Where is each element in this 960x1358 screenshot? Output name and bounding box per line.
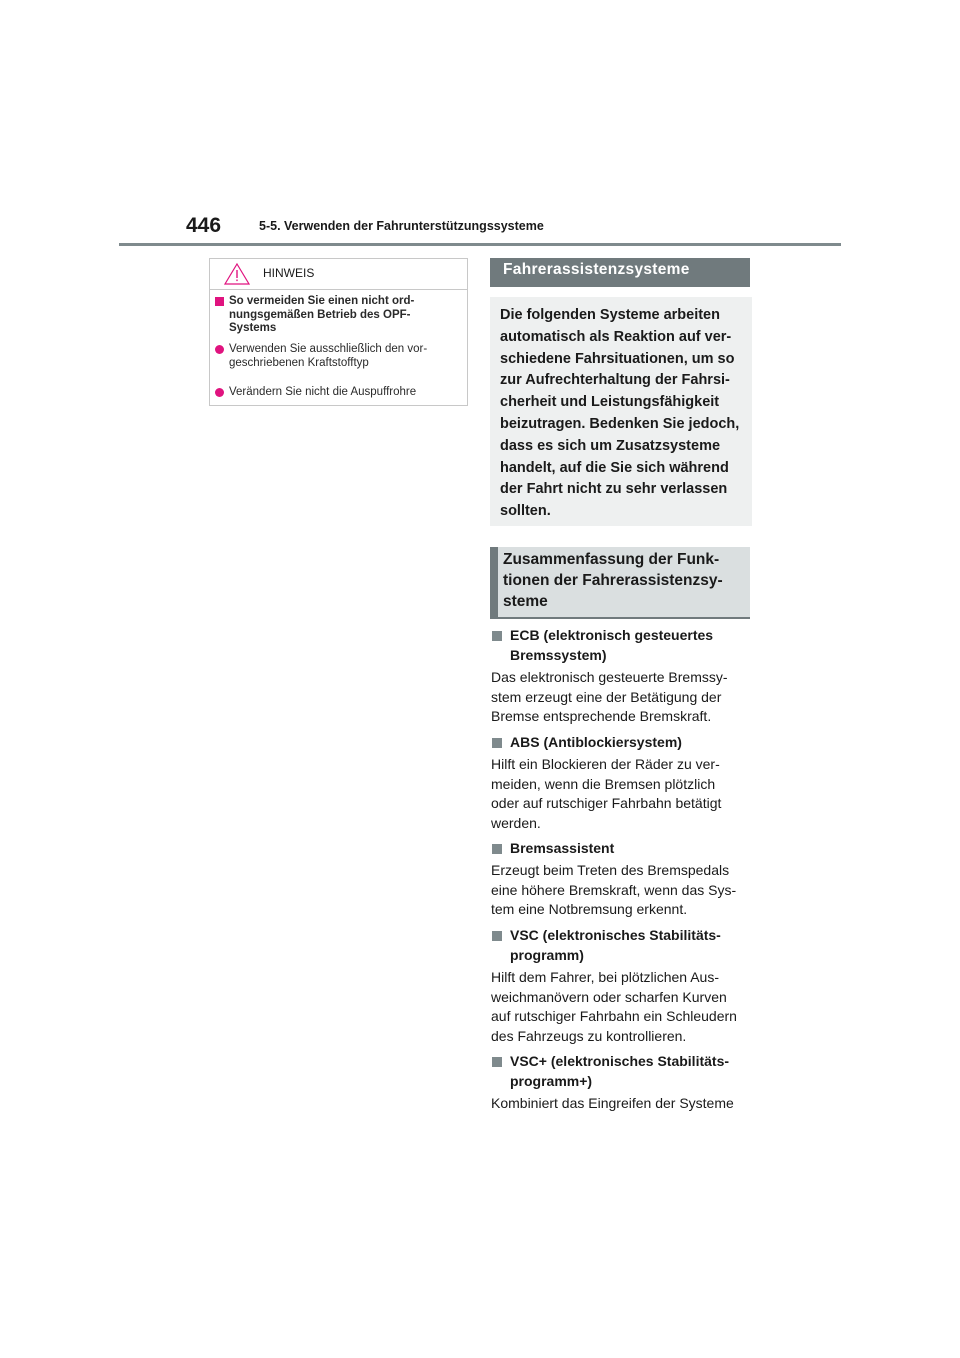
- item-body-ecb: [491, 668, 753, 727]
- item-title-line: Bremsassistent: [510, 840, 615, 856]
- summary-heading-box: [490, 547, 750, 619]
- item-body-line: weichmanövern oder scharfen Kurven: [491, 988, 727, 1005]
- item-body-line: tem eine Notbremsung erkennt.: [491, 901, 688, 917]
- dot-bullet-icon: [215, 345, 224, 354]
- square-bullet-icon: [492, 631, 502, 641]
- notice-header: [210, 259, 467, 290]
- summary-heading: [503, 549, 746, 612]
- item-body-line: meiden, wenn die Bremsen plötzlich: [491, 775, 716, 792]
- item-body-line: eine höhere Bremskraft, wenn das Sys-: [491, 881, 737, 898]
- intro-line: beizutragen. Bedenken Sie jedoch,: [500, 415, 740, 432]
- item-body-line: stem erzeugt eine der Betätigung der: [491, 688, 722, 705]
- square-bullet-icon: [492, 738, 502, 748]
- item-body-line: auf rutschiger Fahrbahn ein Schleudern: [491, 1008, 737, 1024]
- intro-line: zur Aufrechterhaltung der Fahrsi-: [500, 372, 730, 389]
- notice-heading-line: nungsgemäßen Betrieb des OPF-: [229, 308, 411, 321]
- notice-heading-line: Systems: [229, 322, 277, 334]
- summary-line: Zusammenfassung der Funk-: [503, 551, 720, 568]
- notice-title: HINWEIS: [263, 266, 315, 280]
- intro-box: [490, 297, 752, 526]
- item-title-line: ABS (Antiblockiersystem): [510, 734, 682, 750]
- item-body-vsc: [491, 968, 753, 1046]
- item-body-line: oder auf rutschiger Fahrbahn betätigt: [491, 795, 722, 811]
- page-number: 446: [186, 214, 222, 237]
- item-body-vsc-plus: [491, 1094, 753, 1114]
- item-body-line: Kombiniert das Eingreifen der Systeme: [491, 1095, 734, 1111]
- intro-line: der Fahrt nicht zu sehr verlassen: [500, 481, 728, 498]
- item-title-line: programm): [510, 946, 584, 963]
- header-divider: [119, 243, 841, 246]
- square-bullet-icon: [492, 931, 502, 941]
- notice-bullet-line: geschriebenen Kraftstofftyp: [229, 356, 369, 369]
- intro-line: handelt, auf die Sie sich während: [500, 459, 729, 476]
- item-body-line: Bremse entsprechende Bremskraft.: [491, 708, 712, 724]
- item-title-line: ECB (elektronisch gesteuertes: [510, 627, 714, 643]
- summary-line: tionen der Fahrerassistenzsy-: [503, 572, 723, 589]
- item-body-brake-assist: [491, 861, 753, 920]
- intro-text: [500, 305, 742, 523]
- intro-line: Die folgenden Systeme arbeiten: [500, 307, 720, 323]
- square-bullet-icon: [215, 297, 224, 306]
- square-bullet-icon: [492, 844, 502, 854]
- notice-box: [209, 258, 468, 406]
- item-body-line: des Fahrzeugs zu kontrollieren.: [491, 1027, 687, 1044]
- notice-heading-line: So vermeiden Sie einen nicht ord-: [229, 295, 415, 307]
- intro-line: schiedene Fahrsituationen, um so: [500, 350, 735, 367]
- warning-triangle-icon: [224, 263, 250, 285]
- section-title: 5-5. Verwenden der Fahrunterstützungssysteme: [259, 219, 544, 233]
- summary-line: steme: [503, 593, 548, 610]
- item-body-line: werden.: [491, 814, 541, 831]
- item-body-line: Hilft ein Blockieren der Räder zu ver-: [491, 756, 720, 772]
- item-body-abs: [491, 755, 753, 833]
- notice-bullet-line: Verwenden Sie ausschließlich den vor-: [229, 343, 428, 355]
- intro-line: sollten.: [500, 503, 551, 520]
- notice-bullet-line: Verändern Sie nicht die Auspuffrohre: [229, 386, 417, 398]
- intro-line: dass es sich um Zusatzsysteme: [500, 437, 721, 454]
- item-title-line: Bremssystem): [510, 646, 607, 663]
- section-banner: Fahrerassistenzsysteme: [490, 258, 750, 287]
- intro-line: cherheit und Leistungsfähigkeit: [500, 394, 720, 411]
- item-title-line: VSC+ (elektronisches Stabilitäts-: [510, 1053, 730, 1069]
- item-body-line: Erzeugt beim Treten des Bremspedals: [491, 862, 730, 878]
- dot-bullet-icon: [215, 388, 224, 397]
- item-body-line: Hilft dem Fahrer, bei plötzlichen Aus-: [491, 969, 719, 985]
- square-bullet-icon: [492, 1057, 502, 1067]
- item-body-line: Das elektronisch gesteuerte Bremssy-: [491, 669, 728, 685]
- item-title-line: programm+): [510, 1072, 593, 1089]
- intro-line: automatisch als Reaktion auf ver-: [500, 328, 732, 345]
- item-title-line: VSC (elektronisches Stabilitäts-: [510, 927, 721, 943]
